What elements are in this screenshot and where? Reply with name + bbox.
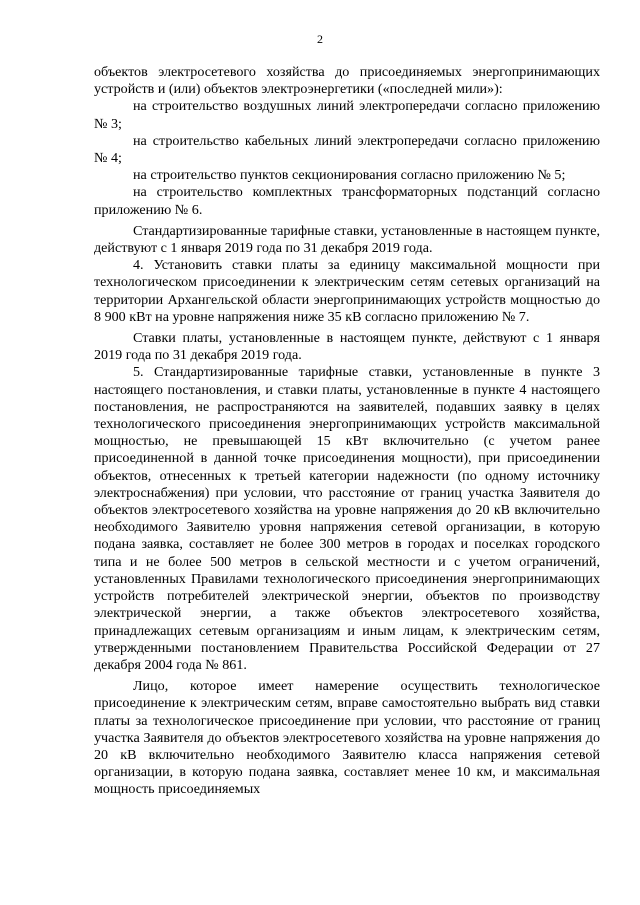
paragraph-applicant-choice: Лицо, которое имеет намерение осуществить технологическое присоединение к электрическим сетям, вправе самостоятельно выбрать вид ставки платы за технологическое присоединение при условии, что расстояние от границ участка Заявителя до объектов электросетевого хозяйства на уровне напряжения до 20 кВ включительно необходимого Заявителю класса напряжения сетевой организации, в которую подана заявка, составляет менее 10 км, и максимальная мощность присоединяемых <box>94 678 600 798</box>
paragraph-last-mile-intro: объектов электросетевого хозяйства до присоединяемых энергопринимающих устройств и (или) объектов электроэнергетики («последней мили»): <box>94 64 600 98</box>
paragraph-sectioning-points: на строительство пунктов секционирования согласно приложению № 5; <box>133 167 566 184</box>
paragraph-cable-lines: на строительство кабельных линий электропередачи согласно приложению № 4; <box>94 132 600 167</box>
page-number: 2 <box>317 32 323 46</box>
document-body <box>94 64 600 799</box>
paragraph-rates-validity: Стандартизированные тарифные ставки, установленные в настоящем пункте, действуют с 1 января 2019 года по 31 декабря 2019 года. <box>94 222 600 257</box>
paragraph-item-4: 4. Установить ставки платы за единицу максимальной мощности при технологическом присоединении к электрическим сетям сетевых организаций на территории Архангельской области энергопринимающих устройств мощностью до 8 900 кВт на уровне напряжения ниже 35 кВ согласно приложению № 7. <box>94 257 600 325</box>
paragraph-fee-validity: Ставки платы, установленные в настоящем пункте, действуют с 1 января 2019 года по 31 декабря 2019 года. <box>94 330 600 364</box>
paragraph-overhead-lines: на строительство воздушных линий электропередачи согласно приложению № 3; <box>94 98 600 132</box>
paragraph-item-5: 5. Стандартизированные тарифные ставки, установленные в пункте 3 настоящего постановления, и ставки платы, установленные в пункте 4 настоящего постановления, не распространяются на заявителей, подавших заявку в целях технологического присоединения энергопринимающих устройств максимальной мощностью, не превышающей 15 кВт включительно (с учетом ранее присоединенной в данной точке присоединения мощности), при присоединении объектов, отнесенных к третьей категории надежности (по одному источнику электроснабжения) при условии, что расстояние от границ участка Заявителя до объектов электросетевого хозяйства на уровне напряжения до 20 кВ включительно необходимого Заявителю уровня напряжения сетевой организации, в которую подана заявка, составляет не более 300 метров в городах и поселках городского типа и не более 500 метров в сельской местности и с учетом ограничений, установленных Правилами технологического присоединения энергопринимающих устройств потребителей электрической энергии, объектов по производству электрической энергии, а также объектов электросетевого хозяйства, принадлежащих сетевым организациям и иным лицам, к электрическим сетям, утвержденными постановлением Правительства Российской Федерации от 27 декабря 2004 года № 861. <box>94 364 600 673</box>
paragraph-substations: на строительство комплектных трансформаторных подстанций согласно приложению № 6. <box>94 184 600 218</box>
